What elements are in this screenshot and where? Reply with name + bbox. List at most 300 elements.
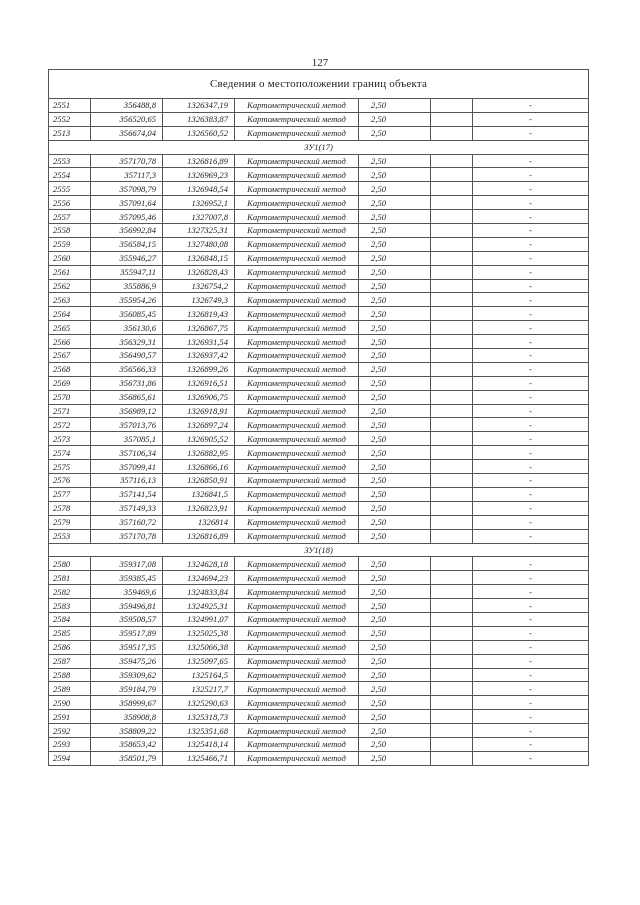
table-row [49,154,589,168]
description-cell: - [473,404,589,418]
accuracy-cell: 2,50 [359,487,431,501]
point-number-cell: 2563 [49,293,91,307]
empty-cell [431,529,473,543]
accuracy-cell: 2,50 [359,599,431,613]
method-cell: Картометрический метод [235,571,359,585]
table-row [49,196,589,210]
empty-cell [431,307,473,321]
description-cell: - [473,432,589,446]
method-cell: Картометрический метод [235,626,359,640]
description-cell: - [473,390,589,404]
y-coordinate-cell: 1326867,75 [163,321,235,335]
description-cell: - [473,376,589,390]
accuracy-cell: 2,50 [359,682,431,696]
description-cell: - [473,640,589,654]
section-header-row [49,543,589,557]
description-cell: - [473,710,589,724]
accuracy-cell: 2,50 [359,557,431,571]
point-number-cell: 2578 [49,501,91,515]
accuracy-cell: 2,50 [359,612,431,626]
point-number-cell: 2556 [49,196,91,210]
empty-cell [431,224,473,238]
method-cell: Картометрический метод [235,529,359,543]
accuracy-cell: 2,50 [359,737,431,751]
table-row [49,168,589,182]
method-cell: Картометрический метод [235,668,359,682]
table-row [49,515,589,529]
empty-cell [431,251,473,265]
table-row [49,418,589,432]
accuracy-cell: 2,50 [359,696,431,710]
description-cell: - [473,751,589,765]
x-coordinate-cell: 356584,15 [91,237,163,251]
method-cell: Картометрический метод [235,390,359,404]
description-cell: - [473,418,589,432]
accuracy-cell: 2,50 [359,182,431,196]
method-cell: Картометрический метод [235,265,359,279]
accuracy-cell: 2,50 [359,724,431,738]
x-coordinate-cell: 356731,86 [91,376,163,390]
description-cell: - [473,571,589,585]
boundary-coordinates-table [48,69,589,766]
empty-cell [431,404,473,418]
description-cell: - [473,529,589,543]
y-coordinate-cell: 1326819,43 [163,307,235,321]
accuracy-cell: 2,50 [359,335,431,349]
method-cell: Картометрический метод [235,418,359,432]
empty-cell [431,432,473,446]
empty-cell [431,640,473,654]
description-cell: - [473,265,589,279]
description-cell: - [473,279,589,293]
table-row [49,307,589,321]
table-row [49,265,589,279]
x-coordinate-cell: 356566,33 [91,362,163,376]
empty-cell [431,376,473,390]
accuracy-cell: 2,50 [359,529,431,543]
empty-cell [431,154,473,168]
x-coordinate-cell: 356085,45 [91,307,163,321]
section-label: ЗУ1(18) [49,543,589,557]
table-row [49,474,589,488]
accuracy-cell: 2,50 [359,237,431,251]
y-coordinate-cell: 1325318,73 [163,710,235,724]
method-cell: Картометрический метод [235,376,359,390]
table-row [49,571,589,585]
description-cell: - [473,99,589,113]
y-coordinate-cell: 1325418,14 [163,737,235,751]
point-number-cell: 2561 [49,265,91,279]
point-number-cell: 2579 [49,515,91,529]
empty-cell [431,279,473,293]
y-coordinate-cell: 1326816,89 [163,529,235,543]
y-coordinate-cell: 1326749,3 [163,293,235,307]
method-cell: Картометрический метод [235,599,359,613]
x-coordinate-cell: 356329,31 [91,335,163,349]
accuracy-cell: 2,50 [359,446,431,460]
y-coordinate-cell: 1326931,54 [163,335,235,349]
description-cell: - [473,474,589,488]
point-number-cell: 2569 [49,376,91,390]
point-number-cell: 2583 [49,599,91,613]
empty-cell [431,710,473,724]
method-cell: Картометрический метод [235,432,359,446]
description-cell: - [473,251,589,265]
table-row [49,737,589,751]
method-cell: Картометрический метод [235,307,359,321]
table-row [49,237,589,251]
table-row [49,557,589,571]
y-coordinate-cell: 1326814 [163,515,235,529]
description-cell: - [473,696,589,710]
accuracy-cell: 2,50 [359,654,431,668]
x-coordinate-cell: 357170,78 [91,154,163,168]
point-number-cell: 2553 [49,154,91,168]
x-coordinate-cell: 355947,11 [91,265,163,279]
point-number-cell: 2562 [49,279,91,293]
x-coordinate-cell: 356130,6 [91,321,163,335]
table-row [49,696,589,710]
y-coordinate-cell: 1325097,65 [163,654,235,668]
empty-cell [431,612,473,626]
method-cell: Картометрический метод [235,682,359,696]
description-cell: - [473,654,589,668]
description-cell: - [473,182,589,196]
y-coordinate-cell: 1324694,23 [163,571,235,585]
y-coordinate-cell: 1326897,24 [163,418,235,432]
method-cell: Картометрический метод [235,168,359,182]
x-coordinate-cell: 356674,04 [91,126,163,140]
method-cell: Картометрический метод [235,362,359,376]
accuracy-cell: 2,50 [359,501,431,515]
y-coordinate-cell: 1326937,42 [163,349,235,363]
empty-cell [431,182,473,196]
page-number: 127 [311,57,329,69]
empty-cell [431,196,473,210]
accuracy-cell: 2,50 [359,168,431,182]
point-number-cell: 2582 [49,585,91,599]
accuracy-cell: 2,50 [359,362,431,376]
description-cell: - [473,237,589,251]
empty-cell [431,390,473,404]
accuracy-cell: 2,50 [359,210,431,224]
table-row [49,293,589,307]
table-row [49,612,589,626]
x-coordinate-cell: 355954,26 [91,293,163,307]
method-cell: Картометрический метод [235,487,359,501]
method-cell: Картометрический метод [235,335,359,349]
empty-cell [431,99,473,113]
point-number-cell: 2568 [49,362,91,376]
description-cell: - [473,293,589,307]
y-coordinate-cell: 1326816,89 [163,154,235,168]
point-number-cell: 2551 [49,99,91,113]
x-coordinate-cell: 359475,26 [91,654,163,668]
accuracy-cell: 2,50 [359,418,431,432]
method-cell: Картометрический метод [235,237,359,251]
description-cell: - [473,682,589,696]
empty-cell [431,362,473,376]
table-row [49,362,589,376]
y-coordinate-cell: 1325025,38 [163,626,235,640]
point-number-cell: 2571 [49,404,91,418]
accuracy-cell: 2,50 [359,112,431,126]
accuracy-cell: 2,50 [359,640,431,654]
method-cell: Картометрический метод [235,99,359,113]
table-row [49,654,589,668]
y-coordinate-cell: 1326918,91 [163,404,235,418]
x-coordinate-cell: 356520,65 [91,112,163,126]
y-coordinate-cell: 1324833,84 [163,585,235,599]
method-cell: Картометрический метод [235,585,359,599]
y-coordinate-cell: 1325290,63 [163,696,235,710]
y-coordinate-cell: 1327480,08 [163,237,235,251]
empty-cell [431,474,473,488]
x-coordinate-cell: 359508,57 [91,612,163,626]
method-cell: Картометрический метод [235,196,359,210]
table-row [49,599,589,613]
x-coordinate-cell: 359517,35 [91,640,163,654]
point-number-cell: 2558 [49,224,91,238]
table-row [49,460,589,474]
x-coordinate-cell: 356488,8 [91,99,163,113]
table-row [49,668,589,682]
table-row [49,390,589,404]
empty-cell [431,724,473,738]
point-number-cell: 2591 [49,710,91,724]
accuracy-cell: 2,50 [359,279,431,293]
method-cell: Картометрический метод [235,751,359,765]
description-cell: - [473,349,589,363]
section-label: ЗУ1(17) [49,140,589,154]
empty-cell [431,599,473,613]
method-cell: Картометрический метод [235,404,359,418]
description-cell: - [473,168,589,182]
method-cell: Картометрический метод [235,515,359,529]
description-cell: - [473,599,589,613]
y-coordinate-cell: 1327007,8 [163,210,235,224]
accuracy-cell: 2,50 [359,321,431,335]
x-coordinate-cell: 359496,81 [91,599,163,613]
method-cell: Картометрический метод [235,251,359,265]
accuracy-cell: 2,50 [359,154,431,168]
empty-cell [431,418,473,432]
table-row [49,335,589,349]
accuracy-cell: 2,50 [359,751,431,765]
table-title-row [49,70,589,99]
x-coordinate-cell: 357149,33 [91,501,163,515]
description-cell: - [473,515,589,529]
point-number-cell: 2590 [49,696,91,710]
y-coordinate-cell: 1326848,15 [163,251,235,265]
point-number-cell: 2592 [49,724,91,738]
description-cell: - [473,196,589,210]
accuracy-cell: 2,50 [359,390,431,404]
table-row [49,349,589,363]
table-row [49,99,589,113]
point-number-cell: 2587 [49,654,91,668]
accuracy-cell: 2,50 [359,474,431,488]
empty-cell [431,501,473,515]
accuracy-cell: 2,50 [359,376,431,390]
x-coordinate-cell: 355886,9 [91,279,163,293]
method-cell: Картометрический метод [235,501,359,515]
x-coordinate-cell: 357116,13 [91,474,163,488]
method-cell: Картометрический метод [235,349,359,363]
table-row [49,682,589,696]
x-coordinate-cell: 357085,1 [91,432,163,446]
x-coordinate-cell: 359469,6 [91,585,163,599]
empty-cell [431,557,473,571]
x-coordinate-cell: 359309,62 [91,668,163,682]
point-number-cell: 2560 [49,251,91,265]
x-coordinate-cell: 357106,34 [91,446,163,460]
y-coordinate-cell: 1326754,2 [163,279,235,293]
y-coordinate-cell: 1324925,31 [163,599,235,613]
empty-cell [431,571,473,585]
point-number-cell: 2564 [49,307,91,321]
empty-cell [431,321,473,335]
description-cell: - [473,501,589,515]
accuracy-cell: 2,50 [359,126,431,140]
accuracy-cell: 2,50 [359,99,431,113]
empty-cell [431,626,473,640]
description-cell: - [473,154,589,168]
y-coordinate-cell: 1326916,51 [163,376,235,390]
method-cell: Картометрический метод [235,126,359,140]
description-cell: - [473,557,589,571]
table-row [49,432,589,446]
table-row [49,112,589,126]
empty-cell [431,751,473,765]
method-cell: Картометрический метод [235,154,359,168]
y-coordinate-cell: 1326969,23 [163,168,235,182]
table-row [49,710,589,724]
point-number-cell: 2577 [49,487,91,501]
x-coordinate-cell: 357095,46 [91,210,163,224]
point-number-cell: 2584 [49,612,91,626]
description-cell: - [473,585,589,599]
point-number-cell: 2552 [49,112,91,126]
empty-cell [431,446,473,460]
method-cell: Картометрический метод [235,182,359,196]
point-number-cell: 2580 [49,557,91,571]
accuracy-cell: 2,50 [359,251,431,265]
empty-cell [431,210,473,224]
accuracy-cell: 2,50 [359,515,431,529]
table-title: Сведения о местоположении границ объекта [49,70,589,99]
x-coordinate-cell: 356490,57 [91,349,163,363]
accuracy-cell: 2,50 [359,224,431,238]
y-coordinate-cell: 1326952,1 [163,196,235,210]
point-number-cell: 2513 [49,126,91,140]
description-cell: - [473,487,589,501]
empty-cell [431,682,473,696]
description-cell: - [473,460,589,474]
empty-cell [431,460,473,474]
y-coordinate-cell: 1326899,26 [163,362,235,376]
x-coordinate-cell: 356989,12 [91,404,163,418]
x-coordinate-cell: 358653,42 [91,737,163,751]
section-header-row [49,140,589,154]
description-cell: - [473,737,589,751]
x-coordinate-cell: 359385,45 [91,571,163,585]
y-coordinate-cell: 1326823,91 [163,501,235,515]
method-cell: Картометрический метод [235,279,359,293]
x-coordinate-cell: 357099,41 [91,460,163,474]
table-row [49,210,589,224]
method-cell: Картометрический метод [235,612,359,626]
accuracy-cell: 2,50 [359,460,431,474]
x-coordinate-cell: 357141,54 [91,487,163,501]
x-coordinate-cell: 357091,64 [91,196,163,210]
empty-cell [431,487,473,501]
accuracy-cell: 2,50 [359,293,431,307]
point-number-cell: 2572 [49,418,91,432]
y-coordinate-cell: 1327325,31 [163,224,235,238]
empty-cell [431,654,473,668]
description-cell: - [473,126,589,140]
x-coordinate-cell: 355946,27 [91,251,163,265]
description-cell: - [473,612,589,626]
empty-cell [431,112,473,126]
method-cell: Картометрический метод [235,293,359,307]
x-coordinate-cell: 358809,22 [91,724,163,738]
point-number-cell: 2573 [49,432,91,446]
empty-cell [431,168,473,182]
point-number-cell: 2565 [49,321,91,335]
x-coordinate-cell: 359517,89 [91,626,163,640]
method-cell: Картометрический метод [235,710,359,724]
method-cell: Картометрический метод [235,321,359,335]
accuracy-cell: 2,50 [359,571,431,585]
y-coordinate-cell: 1325351,68 [163,724,235,738]
method-cell: Картометрический метод [235,210,359,224]
description-cell: - [473,224,589,238]
y-coordinate-cell: 1325217,7 [163,682,235,696]
empty-cell [431,737,473,751]
y-coordinate-cell: 1324991,07 [163,612,235,626]
y-coordinate-cell: 1326866,16 [163,460,235,474]
table-row [49,529,589,543]
table-row [49,446,589,460]
accuracy-cell: 2,50 [359,196,431,210]
y-coordinate-cell: 1326882,95 [163,446,235,460]
x-coordinate-cell: 357013,76 [91,418,163,432]
table-row [49,724,589,738]
x-coordinate-cell: 357117,3 [91,168,163,182]
method-cell: Картометрический метод [235,557,359,571]
empty-cell [431,668,473,682]
accuracy-cell: 2,50 [359,626,431,640]
accuracy-cell: 2,50 [359,585,431,599]
table-row [49,626,589,640]
description-cell: - [473,335,589,349]
table-row [49,376,589,390]
point-number-cell: 2559 [49,237,91,251]
point-number-cell: 2575 [49,460,91,474]
description-cell: - [473,362,589,376]
empty-cell [431,696,473,710]
y-coordinate-cell: 1326850,91 [163,474,235,488]
description-cell: - [473,210,589,224]
point-number-cell: 2570 [49,390,91,404]
point-number-cell: 2589 [49,682,91,696]
y-coordinate-cell: 1326383,87 [163,112,235,126]
point-number-cell: 2555 [49,182,91,196]
empty-cell [431,515,473,529]
accuracy-cell: 2,50 [359,432,431,446]
